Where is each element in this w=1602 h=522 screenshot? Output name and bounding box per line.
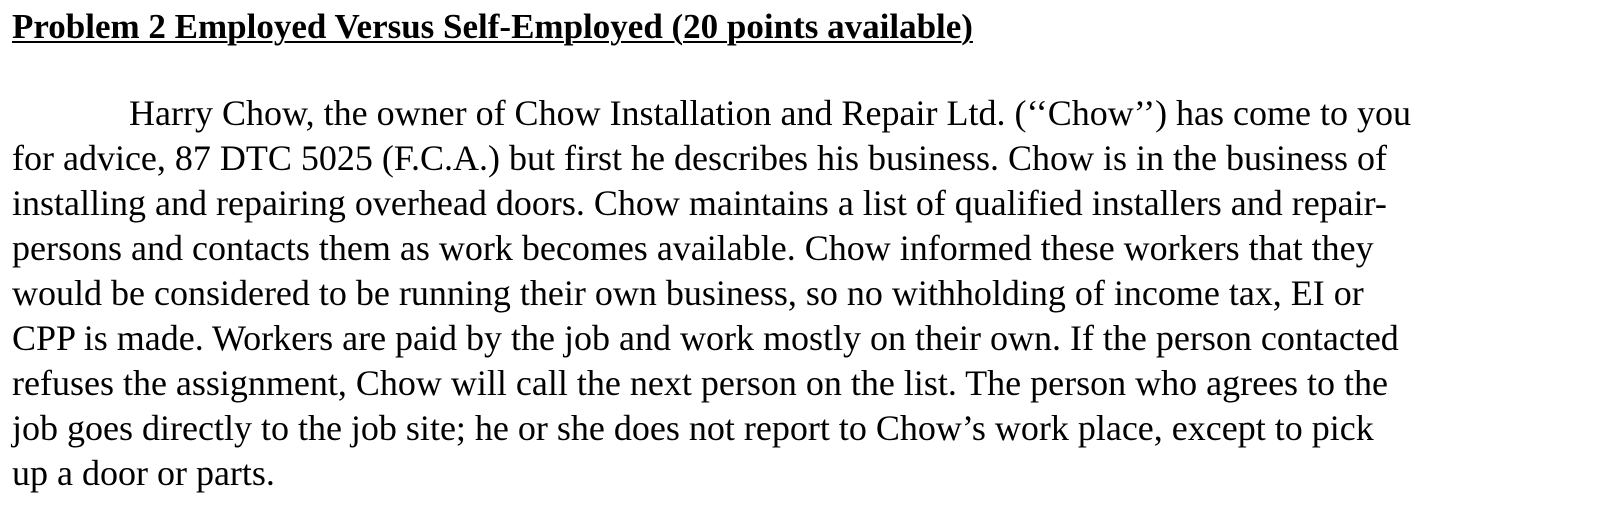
- paragraph-line: for advice, 87 DTC 5025 (F.C.A.) but first he describes his business. Chow is in the business of: [12, 138, 1387, 178]
- paragraph-line: job goes directly to the job site; he or she does not report to Chow’s work place, except to pick: [12, 408, 1374, 448]
- paragraph-line: CPP is made. Workers are paid by the job and work mostly on their own. If the person contacted: [12, 318, 1399, 358]
- paragraph-line: persons and contacts them as work becomes available. Chow informed these workers that they: [12, 228, 1374, 268]
- paragraph-line: installing and repairing overhead doors. Chow maintains a list of qualified installers and repair-: [12, 183, 1387, 223]
- paragraph-line: would be considered to be running their own business, so no withholding of income tax, EI or: [12, 273, 1364, 313]
- paragraph-line: up a door or parts.: [12, 453, 275, 493]
- paragraph-line: Harry Chow, the owner of Chow Installation and Repair Ltd. (‘‘Chow’’) has come to you: [129, 93, 1412, 133]
- problem-heading: Problem 2 Employed Versus Self-Employed (20 points available): [12, 7, 973, 46]
- paragraph-line: refuses the assignment, Chow will call the next person on the list. The person who agrees to the: [12, 363, 1389, 403]
